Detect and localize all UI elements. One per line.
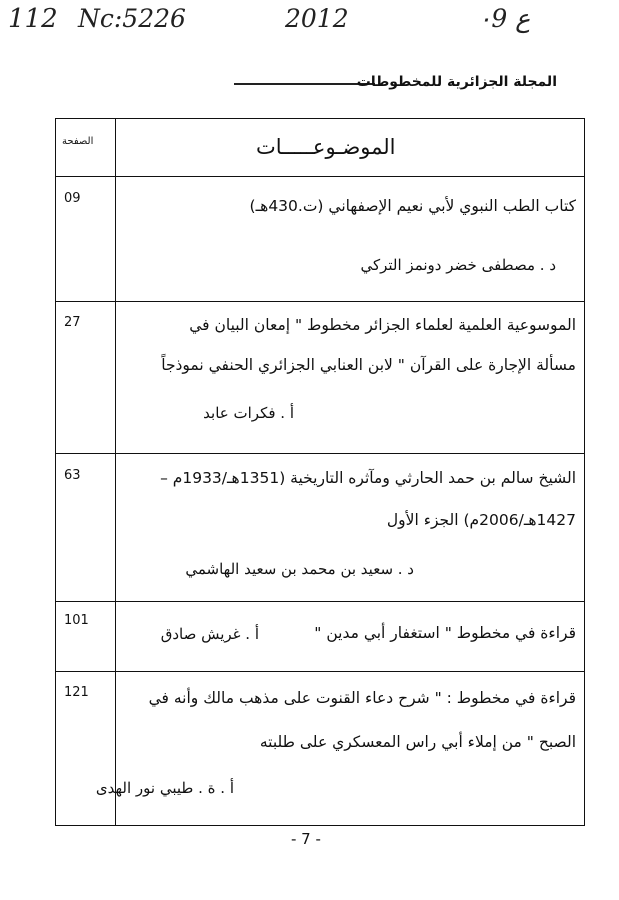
entry-page: 27 — [64, 315, 81, 330]
entry-author: أ . غريش صادق — [160, 625, 259, 643]
entry-author: أ . ة . طيبي نور الهدى — [95, 779, 234, 797]
page-column-header: الصفحة — [62, 136, 94, 147]
handwritten-year: 2012 — [285, 4, 349, 33]
row-divider — [56, 453, 584, 454]
entry-title-line: كتاب الطب النبوي لأبي نعيم الإصفهاني (ت.430هـ) — [249, 197, 576, 215]
entry-author: د . مصطفى خضر دونمز التركي — [360, 256, 556, 274]
header-rule — [234, 83, 375, 85]
entry-author: د . سعيد بن محمد بن سعيد الهاشمي — [185, 560, 414, 578]
column-divider — [115, 119, 116, 825]
entry-title-line: قراءة في مخطوط : " شرح دعاء القنوت على مذهب مالك وأنه في — [148, 689, 576, 707]
entry-title-line: الصبح " من إملاء أبي راس المعسكري على طلبته — [259, 733, 576, 751]
topics-column-header: الموضـوعـــــات — [256, 135, 396, 159]
row-divider — [56, 601, 584, 602]
row-divider — [56, 301, 584, 302]
entry-page: 101 — [64, 613, 89, 628]
row-divider — [56, 176, 584, 177]
handwritten-catalog-code: Nc:5226 — [78, 4, 186, 33]
row-divider — [56, 671, 584, 672]
entry-title-line: مسألة الإجارة على القرآن " لابن العنابي الجزائري الحنفي نموذجاً — [161, 356, 576, 374]
entry-page: 63 — [64, 468, 81, 483]
entry-page: 121 — [64, 685, 89, 700]
entry-author: أ . فكرات عابد — [203, 404, 294, 422]
entry-title-line: قراءة في مخطوط " استغفار أبي مدين " — [314, 624, 576, 642]
page-number: - 7 - — [291, 830, 321, 848]
entry-page: 09 — [64, 191, 81, 206]
entry-title-line: الموسوعية العلمية لعلماء الجزائر مخطوط " إمعان البيان في — [189, 316, 576, 334]
entry-title-line: الشيخ سالم بن حمد الحارثي ومآثره التاريخية (1351هـ/1933م – — [160, 469, 576, 487]
handwritten-issue: ع ٠9 — [478, 4, 531, 33]
table-of-contents — [55, 118, 585, 826]
handwritten-number: 112 — [8, 4, 58, 34]
journal-title: المجلة الجزائرية للمخطوطات — [356, 74, 557, 90]
entry-title-line: 1427هـ/2006م) الجزء الأول — [386, 511, 576, 529]
